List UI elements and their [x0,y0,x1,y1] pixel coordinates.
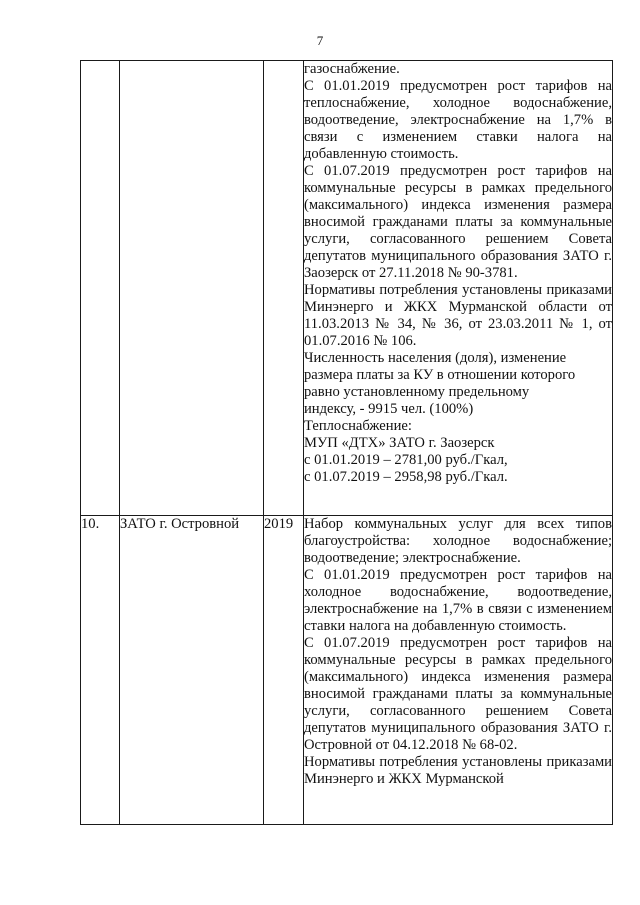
description-line: индексу, - 9915 чел. (100%) [304,401,474,417]
description-paragraph: газоснабжение. [304,61,400,77]
row-number [81,61,120,516]
description-paragraph: С 01.01.2019 предусмотрен рост тарифов на теплоснабжение, холодное водоснабжение, водоотведение, электроснабжение на 1,7% в связи с изменением ставки налога на добавленную стоимость. [304,78,612,162]
description-line: размера платы за КУ в отношении которого [304,367,576,383]
description-paragraph: С 01.01.2019 предусмотрен рост тарифов на холодное водоснабжение, водоотведение, электроснабжение на 1,7% в связи с изменением ставки налога на добавленную стоимость. [304,567,612,634]
description-paragraph: Нормативы потребления установлены приказами Минэнерго и ЖКХ Мурманской области от 11.03.2013 № 34, № 36, от 23.03.2011 № 1, от 01.07.2016 № 106. [304,282,612,349]
description-line: МУП «ДТХ» ЗАТО г. Заозерск [304,435,495,451]
page-number: 7 [316,33,324,48]
description-paragraph: Нормативы потребления установлены приказами Минэнерго и ЖКХ Мурманской [304,754,612,787]
municipality-name [120,61,264,516]
row-year [264,61,304,516]
tariff-table [80,60,613,825]
row-number: 10. [81,516,120,825]
description-paragraph: Набор коммунальных услуг для всех типов благоустройства: холодное водоснабжение; водоотведение; электроснабжение. [304,516,612,566]
table-row [81,61,613,516]
row-year: 2019 [264,516,304,825]
description-line: равно установленному предельному [304,384,530,400]
description-line: с 01.07.2019 – 2958,98 руб./Гкал. [304,469,508,485]
description-line: Теплоснабжение: [304,418,412,434]
municipality-name: ЗАТО г. Островной [120,516,264,825]
description-paragraph: С 01.07.2019 предусмотрен рост тарифов на коммунальные ресурсы в рамках предельного (максимального) индекса изменения размера вносимой гражданами платы за коммунальные услуги, согласованного решением Совета депутатов муниципального образования ЗАТО г. Островной от 04.12.2018 № 68-02. [304,635,612,753]
description-cell [304,516,613,825]
description-line: с 01.01.2019 – 2781,00 руб./Гкал, [304,452,508,468]
table-row [81,516,613,825]
description-paragraph: С 01.07.2019 предусмотрен рост тарифов на коммунальные ресурсы в рамках предельного (максимального) индекса изменения размера вносимой гражданами платы за коммунальные услуги, согласованного решением Совета депутатов муниципального образования ЗАТО г. Заозерск от 27.11.2018 № 90-3781. [304,163,612,281]
description-line: Численность населения (доля), изменение [304,350,567,366]
description-cell [304,61,613,516]
